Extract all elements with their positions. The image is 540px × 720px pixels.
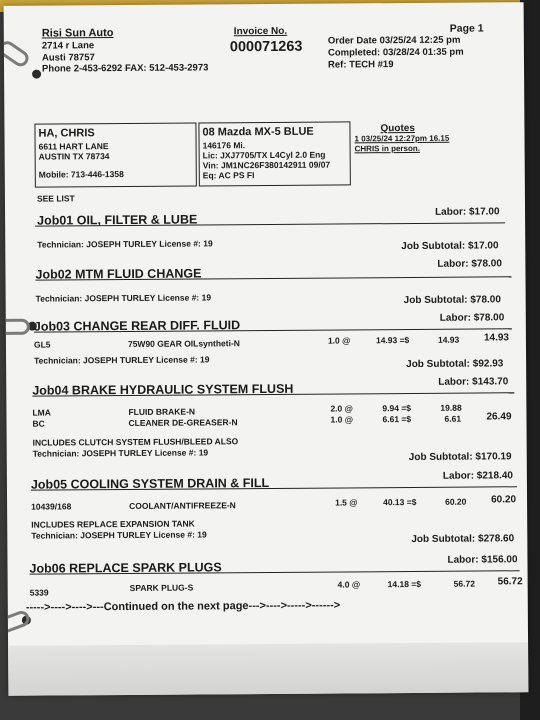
- quotes-line-2: CHRIS in person.: [354, 143, 420, 154]
- quotes-line-1: 1 03/25/24 12:27pm 16.15: [354, 133, 450, 144]
- job01-title: Job01 OIL, FILTER & LUBE: [37, 212, 198, 228]
- job06-part-ext: 56.72: [453, 578, 475, 589]
- job05-part-total: 60.20: [491, 494, 517, 506]
- job06-part-code: 5339: [29, 587, 49, 598]
- binder-hole: [32, 70, 41, 79]
- job04-part1-ext: 19.88: [440, 402, 462, 413]
- job03-part-price: 14.93 =$: [375, 334, 410, 346]
- job04-technician: Technician: JOSEPH TURLEY License #: 19: [32, 447, 209, 459]
- job05-labor: Labor: $218.40: [442, 470, 513, 482]
- customer-mobile: Mobile: 713-446-1358: [38, 168, 124, 180]
- job04-part2-code: BC: [32, 418, 45, 429]
- job05-part-ext: 60.20: [445, 496, 467, 507]
- job03-title: Job03 CHANGE REAR DIFF. FLUID: [33, 318, 241, 334]
- job06-part-total: 56.72: [497, 576, 523, 588]
- invoice-number: 000071263: [229, 38, 303, 56]
- job05-part-price: 40.13 =$: [383, 496, 417, 508]
- binder-ring: [4, 319, 30, 335]
- job04-labor: Labor: $143.70: [438, 376, 509, 388]
- job01-labor: Labor: $17.00: [435, 206, 500, 218]
- quotes-title: Quotes: [380, 122, 415, 135]
- vehicle-vin: Vin: JM1NC26F380142911 09/07: [202, 159, 331, 171]
- job06-part-desc: SPARK PLUG-S: [129, 582, 194, 593]
- job04-part1-desc: FLUID BRAKE-N: [128, 406, 196, 417]
- job05-part-desc: COOLANT/ANTIFREEZE-N: [129, 500, 236, 511]
- company-city: Austi 78757: [41, 52, 95, 64]
- job06-part-qty: 4.0 @: [337, 579, 361, 590]
- vehicle-equipment: Eq: AC PS FI: [202, 170, 255, 181]
- job03-subtotal: Job Subtotal: $92.93: [406, 358, 504, 371]
- completed-date: Completed: 03/28/24 01:35 pm: [327, 46, 464, 59]
- job04-part2-desc: CLEANER DE-GREASER-N: [128, 417, 238, 428]
- job01-technician: Technician: JOSEPH TURLEY License #: 19: [37, 238, 213, 250]
- job01-subtotal: Job Subtotal: $17.00: [401, 240, 499, 253]
- customer-city: AUSTIN TX 78734: [38, 151, 110, 162]
- job05-subtotal: Job Subtotal: $278.60: [411, 533, 515, 545]
- job03-part-code: GL5: [33, 339, 51, 350]
- job04-part2-qty: 1.0 @: [330, 414, 353, 425]
- job05-part-code: 10439/168: [31, 501, 72, 512]
- invoice-page: [4, 2, 529, 696]
- job04-subtotal: Job Subtotal: $170.19: [408, 451, 512, 464]
- job03-part-ext: 14.93: [437, 334, 460, 345]
- page-bottom-shadow: [8, 642, 528, 696]
- job02-labor: Labor: $78.00: [437, 258, 502, 270]
- job04-part1-qty: 2.0 @: [330, 403, 353, 414]
- job05-note: INCLUDES REPLACE EXPANSION TANK: [31, 518, 195, 530]
- job03-labor: Labor: $78.00: [439, 312, 505, 324]
- reference: Ref: TECH #19: [327, 59, 394, 71]
- job02-title: Job02 MTM FLUID CHANGE: [35, 266, 202, 282]
- job04-parts-total: 26.49: [486, 411, 512, 423]
- job04-note: INCLUDES CLUTCH SYSTEM FLUSH/BLEED ALSO: [32, 436, 239, 448]
- job03-part-qty: 1.0 @: [327, 335, 351, 346]
- job03-part-total: 14.93: [483, 332, 509, 344]
- invoice-label: Invoice No.: [233, 25, 288, 38]
- job04-part2-price: 6.61 =$: [382, 413, 412, 425]
- job04-part2-ext: 6.61: [444, 413, 462, 424]
- customer-name: HA, CHRIS: [38, 127, 95, 140]
- company-phone: Phone 2-453-6292 FAX: 512-453-2973: [42, 62, 209, 75]
- job04-title: Job04 BRAKE HYDRAULIC SYSTEM FLUSH: [32, 381, 294, 398]
- vehicle-title: 08 Mazda MX-5 BLUE: [202, 125, 314, 139]
- job02-subtotal: Job Subtotal: $78.00: [403, 294, 501, 307]
- company-name: Risi Sun Auto: [41, 27, 114, 40]
- job05-technician: Technician: JOSEPH TURLEY License #: 19: [31, 529, 207, 541]
- job02-technician: Technician: JOSEPH TURLEY License #: 19: [35, 292, 212, 304]
- continued-note: ----->---->---->---Continued on the next page--->---->----->------>: [25, 599, 341, 614]
- job05-part-qty: 1.5 @: [335, 497, 358, 508]
- job06-part-price: 14.18 =$: [387, 578, 422, 590]
- job06-title: Job06 REPLACE SPARK PLUGS: [29, 560, 222, 576]
- job03-technician: Technician: JOSEPH TURLEY License #: 19: [34, 354, 210, 366]
- job05-title: Job05 COOLING SYSTEM DRAIN & FILL: [30, 475, 270, 492]
- customer-street: 6611 HART LANE: [38, 141, 109, 152]
- see-list: SEE LIST: [36, 193, 75, 204]
- order-date: Order Date 03/25/24 12:25 pm: [327, 34, 461, 47]
- binder-ring: [4, 38, 32, 69]
- job04-part1-price: 9.94 =$: [382, 402, 412, 414]
- job06-labor: Labor: $156.00: [447, 554, 518, 566]
- vehicle-miles: 146176 Mi.: [202, 140, 246, 151]
- page-number: Page 1: [449, 22, 484, 35]
- vehicle-license: Lic: JXJ7705/TX L4Cyl 2.0 Eng: [202, 149, 326, 161]
- job03-part-desc: 75W90 GEAR OILsyntheti-N: [127, 338, 240, 349]
- job04-part1-code: LMA: [32, 407, 51, 418]
- company-street: 2714 r Lane: [41, 40, 95, 52]
